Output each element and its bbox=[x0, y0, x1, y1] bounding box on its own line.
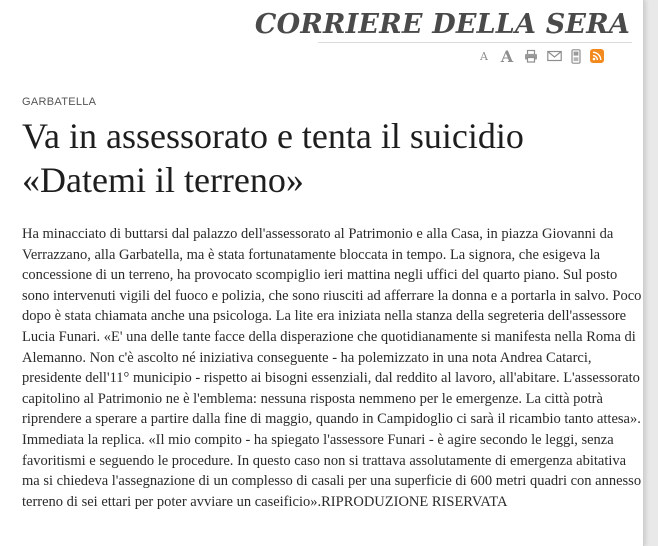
increase-font-button[interactable]: A bbox=[500, 46, 514, 66]
rss-icon[interactable] bbox=[590, 49, 604, 63]
article-toolbar bbox=[478, 46, 604, 66]
article-headline bbox=[22, 114, 622, 202]
email-icon[interactable] bbox=[547, 50, 562, 62]
headline-line-1: Va in assessorato e tenta il suicidio bbox=[22, 116, 524, 156]
section-label[interactable]: GARBATELLA bbox=[22, 96, 97, 108]
mobile-icon[interactable] bbox=[571, 49, 581, 64]
article-body: Ha minacciato di buttarsi dal palazzo dell'assessorato al Patrimonio e alla Casa, in piazza Giovanni da Verrazzano, alla Garbatella, ma è stata fortunatamente bloccata in tempo. La signora, che esigeva la concessione di un terreno, ha provocato scompiglio ieri mattina negli uffici del quarto piano. Sul posto sono intervenuti vigili del fuoco e polizia, che sono riusciti ad afferrare la donna e a portarla in salvo. Poco dopo è stata chiamata anche una psicologa. La lite era iniziata nella stanza della segreteria dell'assessore Lucia Funari. «E' una delle tante facce della disperazione che quotidianamente si manifesta nella Roma di Alemanno. Non c'è ascolto né iniziativa conseguente - ha polemizzato in una nota Andrea Catarci, presidente dell'11° municipio - rispetto ai bisogni essenziali, dal reddito al lavoro, all'abitare. L'assessorato capitolino al Patrimonio ne è l'emblema: nessuna risposta nemmeno per le emergenze. La città potrà riprendere a sperare a partire dalla fine di maggio, quando in Campidoglio ci sarà il ricambio tanto attesa». Immediata la replica. «Il mio compito - ha spiegato l'assessore Funari - è agire secondo le leggi, senza favoritismi e seguendo le procedure. In questo caso non si trattava assolutamente di emergenza abitativa ma si chiedeva l'assegnazione di un complesso di casali per una superficie di 600 metri quadri con annesso terreno di sei ettari per poter avviare un caseificio».RIPRODUZIONE RISERVATA bbox=[22, 226, 642, 510]
masthead bbox=[254, 8, 632, 43]
decrease-font-button[interactable]: A bbox=[480, 49, 488, 63]
headline-line-2: «Datemi il terreno» bbox=[22, 160, 304, 200]
print-icon[interactable] bbox=[524, 49, 538, 63]
newspaper-logo[interactable]: CORRIERE DELLA SERA bbox=[254, 9, 630, 40]
